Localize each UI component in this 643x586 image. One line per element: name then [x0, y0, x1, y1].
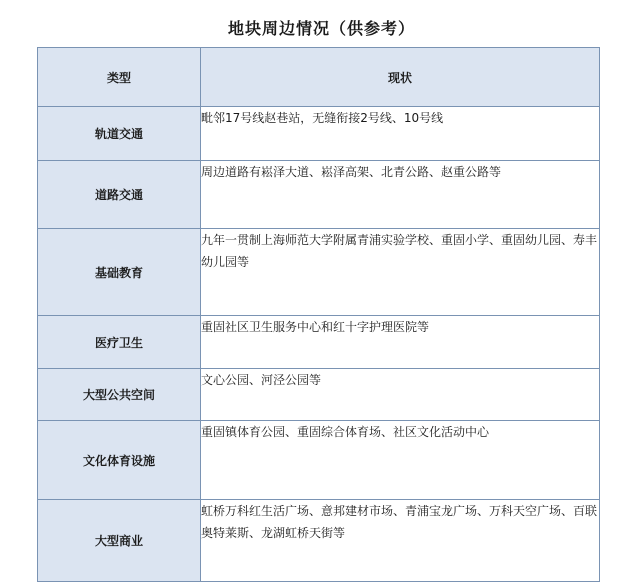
- surroundings-table: [37, 47, 600, 582]
- row-status: 毗邻17号线赵巷站，无缝衔接2号线、10号线: [201, 107, 600, 161]
- row-status: 九年一贯制上海师范大学附属青浦实验学校、重固小学、重固幼儿园、寿丰幼儿园等: [201, 229, 600, 316]
- row-status: 周边道路有崧泽大道、崧泽高架、北青公路、赵重公路等: [201, 161, 600, 229]
- row-category: 道路交通: [38, 161, 201, 229]
- table-row: [38, 229, 600, 316]
- row-category: 文化体育设施: [38, 421, 201, 500]
- row-status: 文心公园、河泾公园等: [201, 369, 600, 421]
- table-header-row: [38, 48, 600, 107]
- table-row: [38, 500, 600, 582]
- row-category: 基础教育: [38, 229, 201, 316]
- row-category: 大型商业: [38, 500, 201, 582]
- table-row: [38, 369, 600, 421]
- table-row: [38, 421, 600, 500]
- row-category: 医疗卫生: [38, 316, 201, 369]
- row-category: 轨道交通: [38, 107, 201, 161]
- column-header-status: 现状: [201, 48, 600, 107]
- column-header-category: 类型: [38, 48, 201, 107]
- table-row: [38, 316, 600, 369]
- table-row: [38, 161, 600, 229]
- row-status: 虹桥万科红生活广场、意邦建材市场、青浦宝龙广场、万科天空广场、百联奥特莱斯、龙湖虹桥天街等: [201, 500, 600, 582]
- row-status: 重固社区卫生服务中心和红十字护理医院等: [201, 316, 600, 369]
- table-row: [38, 107, 600, 161]
- page-title: 地块周边情况（供参考）: [227, 19, 415, 38]
- row-status: 重固镇体育公园、重固综合体育场、社区文化活动中心: [201, 421, 600, 500]
- row-category: 大型公共空间: [38, 369, 201, 421]
